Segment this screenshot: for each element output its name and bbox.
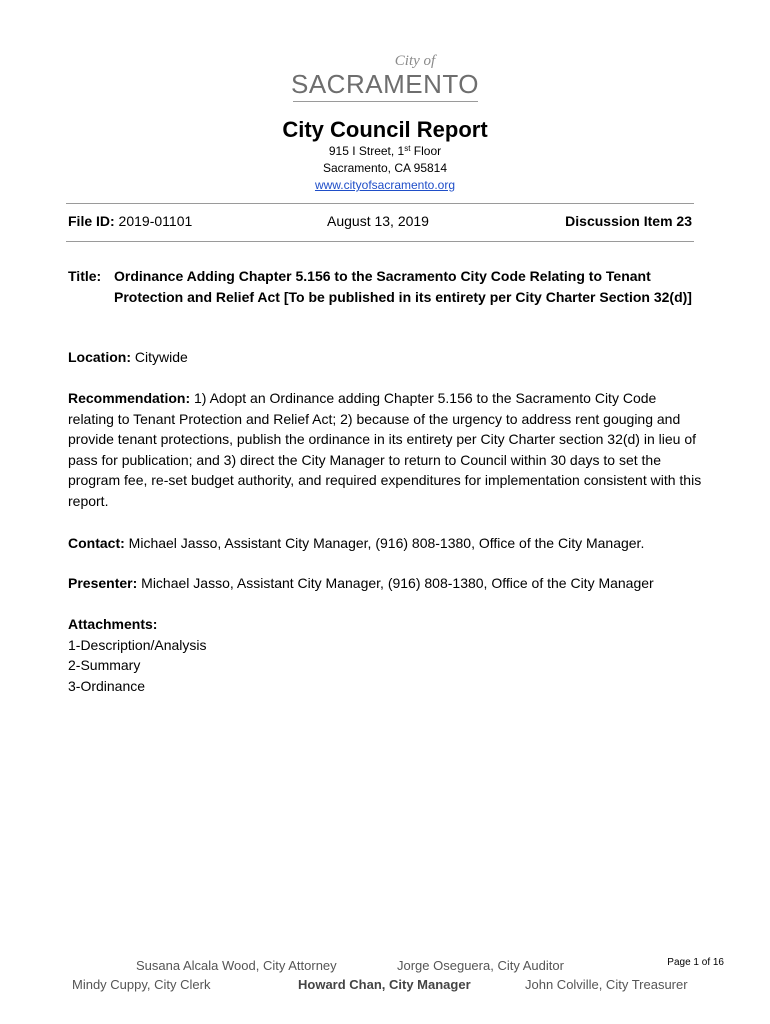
contact-section	[68, 533, 703, 554]
file-id-label: File ID:	[68, 213, 115, 229]
recommendation-value: 1) Adopt an Ordinance adding Chapter 5.156 to the Sacramento City Code relating to Tenant Protection and Relief Act; 2) because of the urgency to address rent gouging and provide tenant protections, publish the ordinance in its entirety per City Charter section 32(d) in lieu of pass for publication; and 3) direct the City Manager to return to Council within 30 days to set the program fee, re-set budget authority, and required expenditures for implementation consistent with this report.	[68, 390, 702, 509]
footer-city-clerk: Mindy Cuppy, City Clerk	[72, 977, 211, 992]
presenter-section	[68, 573, 703, 594]
logo-city-of: City of	[394, 53, 436, 69]
attachment-item: 1-Description/Analysis	[68, 636, 207, 653]
website-link[interactable]: www.cityofsacramento.org	[314, 178, 456, 192]
recommendation-label: Recommendation:	[68, 390, 191, 406]
attachment-item: 3-Ordinance	[68, 677, 146, 694]
report-title: City Council Report	[282, 117, 488, 142]
meeting-date: August 13, 2019	[327, 213, 429, 229]
footer-city-manager: Howard Chan, City Manager	[298, 977, 471, 992]
street-address-floor: Floor	[410, 144, 442, 158]
title-text: Ordinance Adding Chapter 5.156 to the Sacramento City Code Relating to Tenant Protection and Relief Act [To be published in its entirety per City Charter Section 32(d)]	[114, 268, 692, 305]
footer-city-attorney: Susana Alcala Wood, City Attorney	[136, 958, 337, 973]
street-address-sup: st	[404, 144, 411, 153]
location-value: Citywide	[131, 349, 188, 365]
attachments-section	[68, 614, 703, 696]
header-divider-bottom	[66, 241, 694, 242]
attachment-item: 2-Summary	[68, 657, 141, 674]
city-logo	[0, 52, 770, 102]
file-id	[68, 211, 192, 231]
street-address-text: 915 I Street, 1	[328, 144, 405, 158]
presenter-label: Presenter:	[68, 575, 138, 591]
attachments-label: Attachments:	[68, 616, 158, 632]
footer-city-auditor: Jorge Oseguera, City Auditor	[397, 958, 564, 973]
page-number: Page 1 of 16	[667, 957, 724, 968]
city-state-zip: Sacramento, CA 95814	[322, 161, 448, 175]
location-section	[68, 347, 703, 368]
title-label: Title:	[68, 268, 102, 284]
file-id-value: 2019-01101	[114, 213, 193, 229]
header-divider-top	[66, 203, 694, 204]
logo-underline	[293, 101, 478, 102]
contact-value: Michael Jasso, Assistant City Manager, (916) 808-1380, Office of the City Manager.	[124, 535, 645, 551]
location-label: Location:	[68, 349, 131, 365]
presenter-value: Michael Jasso, Assistant City Manager, (916) 808-1380, Office of the City Manager	[137, 575, 654, 591]
contact-label: Contact:	[68, 535, 125, 551]
discussion-item: Discussion Item 23	[565, 213, 692, 229]
logo-city-name: SACRAMENTO	[291, 69, 479, 99]
recommendation-section	[68, 388, 703, 512]
footer-city-treasurer: John Colville, City Treasurer	[525, 977, 688, 992]
street-address	[0, 143, 770, 159]
